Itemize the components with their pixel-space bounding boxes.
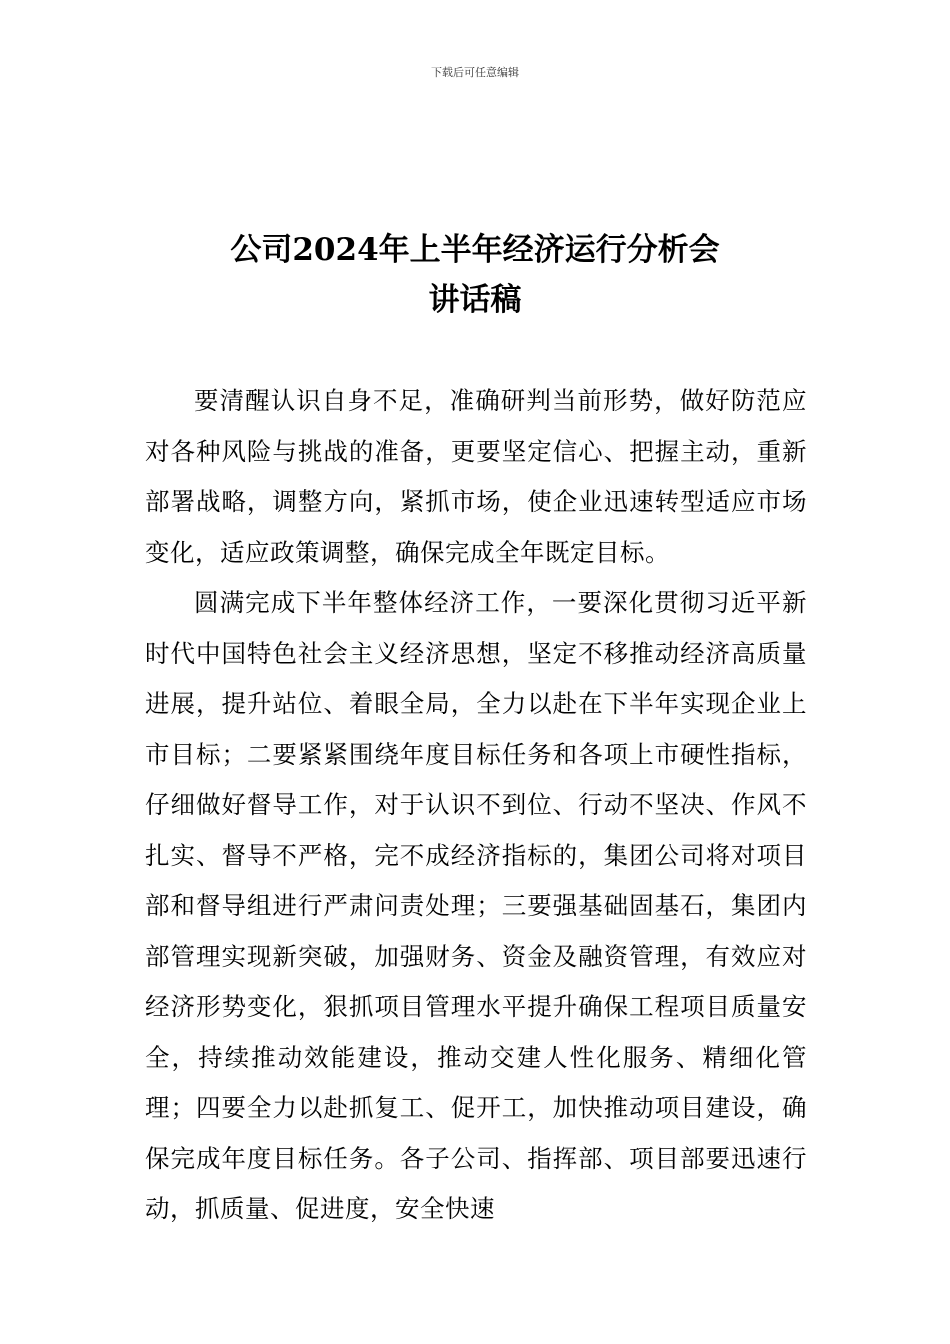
document-title <box>0 225 950 325</box>
document-body <box>145 376 807 1235</box>
title-line-1: 公司2024年上半年经济运行分析会 <box>230 232 720 268</box>
paragraph: 要清醒认识自身不足，准确研判当前形势，做好防范应对各种风险与挑战的准备，更要坚定信心、把握主动，重新部署战略，调整方向，紧抓市场，使企业迅速转型适应市场变化，适应政策调整，确保完成全年既定目标。 <box>145 386 807 567</box>
paragraph: 圆满完成下半年整体经济工作，一要深化贯彻习近平新时代中国特色社会主义经济思想，坚定不移推动经济高质量进展，提升站位、着眼全局，全力以赴在下半年实现企业上市目标；二要紧紧围绕年度目标任务和各项上市硬性指标，仔细做好督导工作，对于认识不到位、行动不坚决、作风不扎实、督导不严格，完不成经济指标的，集团公司将对项目部和督导组进行严肃问责处理；三要强基础固基石，集团内部管理实现新突破，加强财务、资金及融资管理，有效应对经济形势变化，狠抓项目管理水平提升确保工程项目质量安全，持续推动效能建设，推动交建人性化服务、精细化管理；四要全力以赴抓复工、促开工，加快推动项目建设，确保完成年度目标任务。各子公司、指挥部、项目部要迅速行动，抓质量、促进度，安全快速 <box>145 588 807 1223</box>
title-line-2: 讲话稿 <box>428 282 522 318</box>
page-header-note: 下载后可任意编辑 <box>431 66 519 79</box>
